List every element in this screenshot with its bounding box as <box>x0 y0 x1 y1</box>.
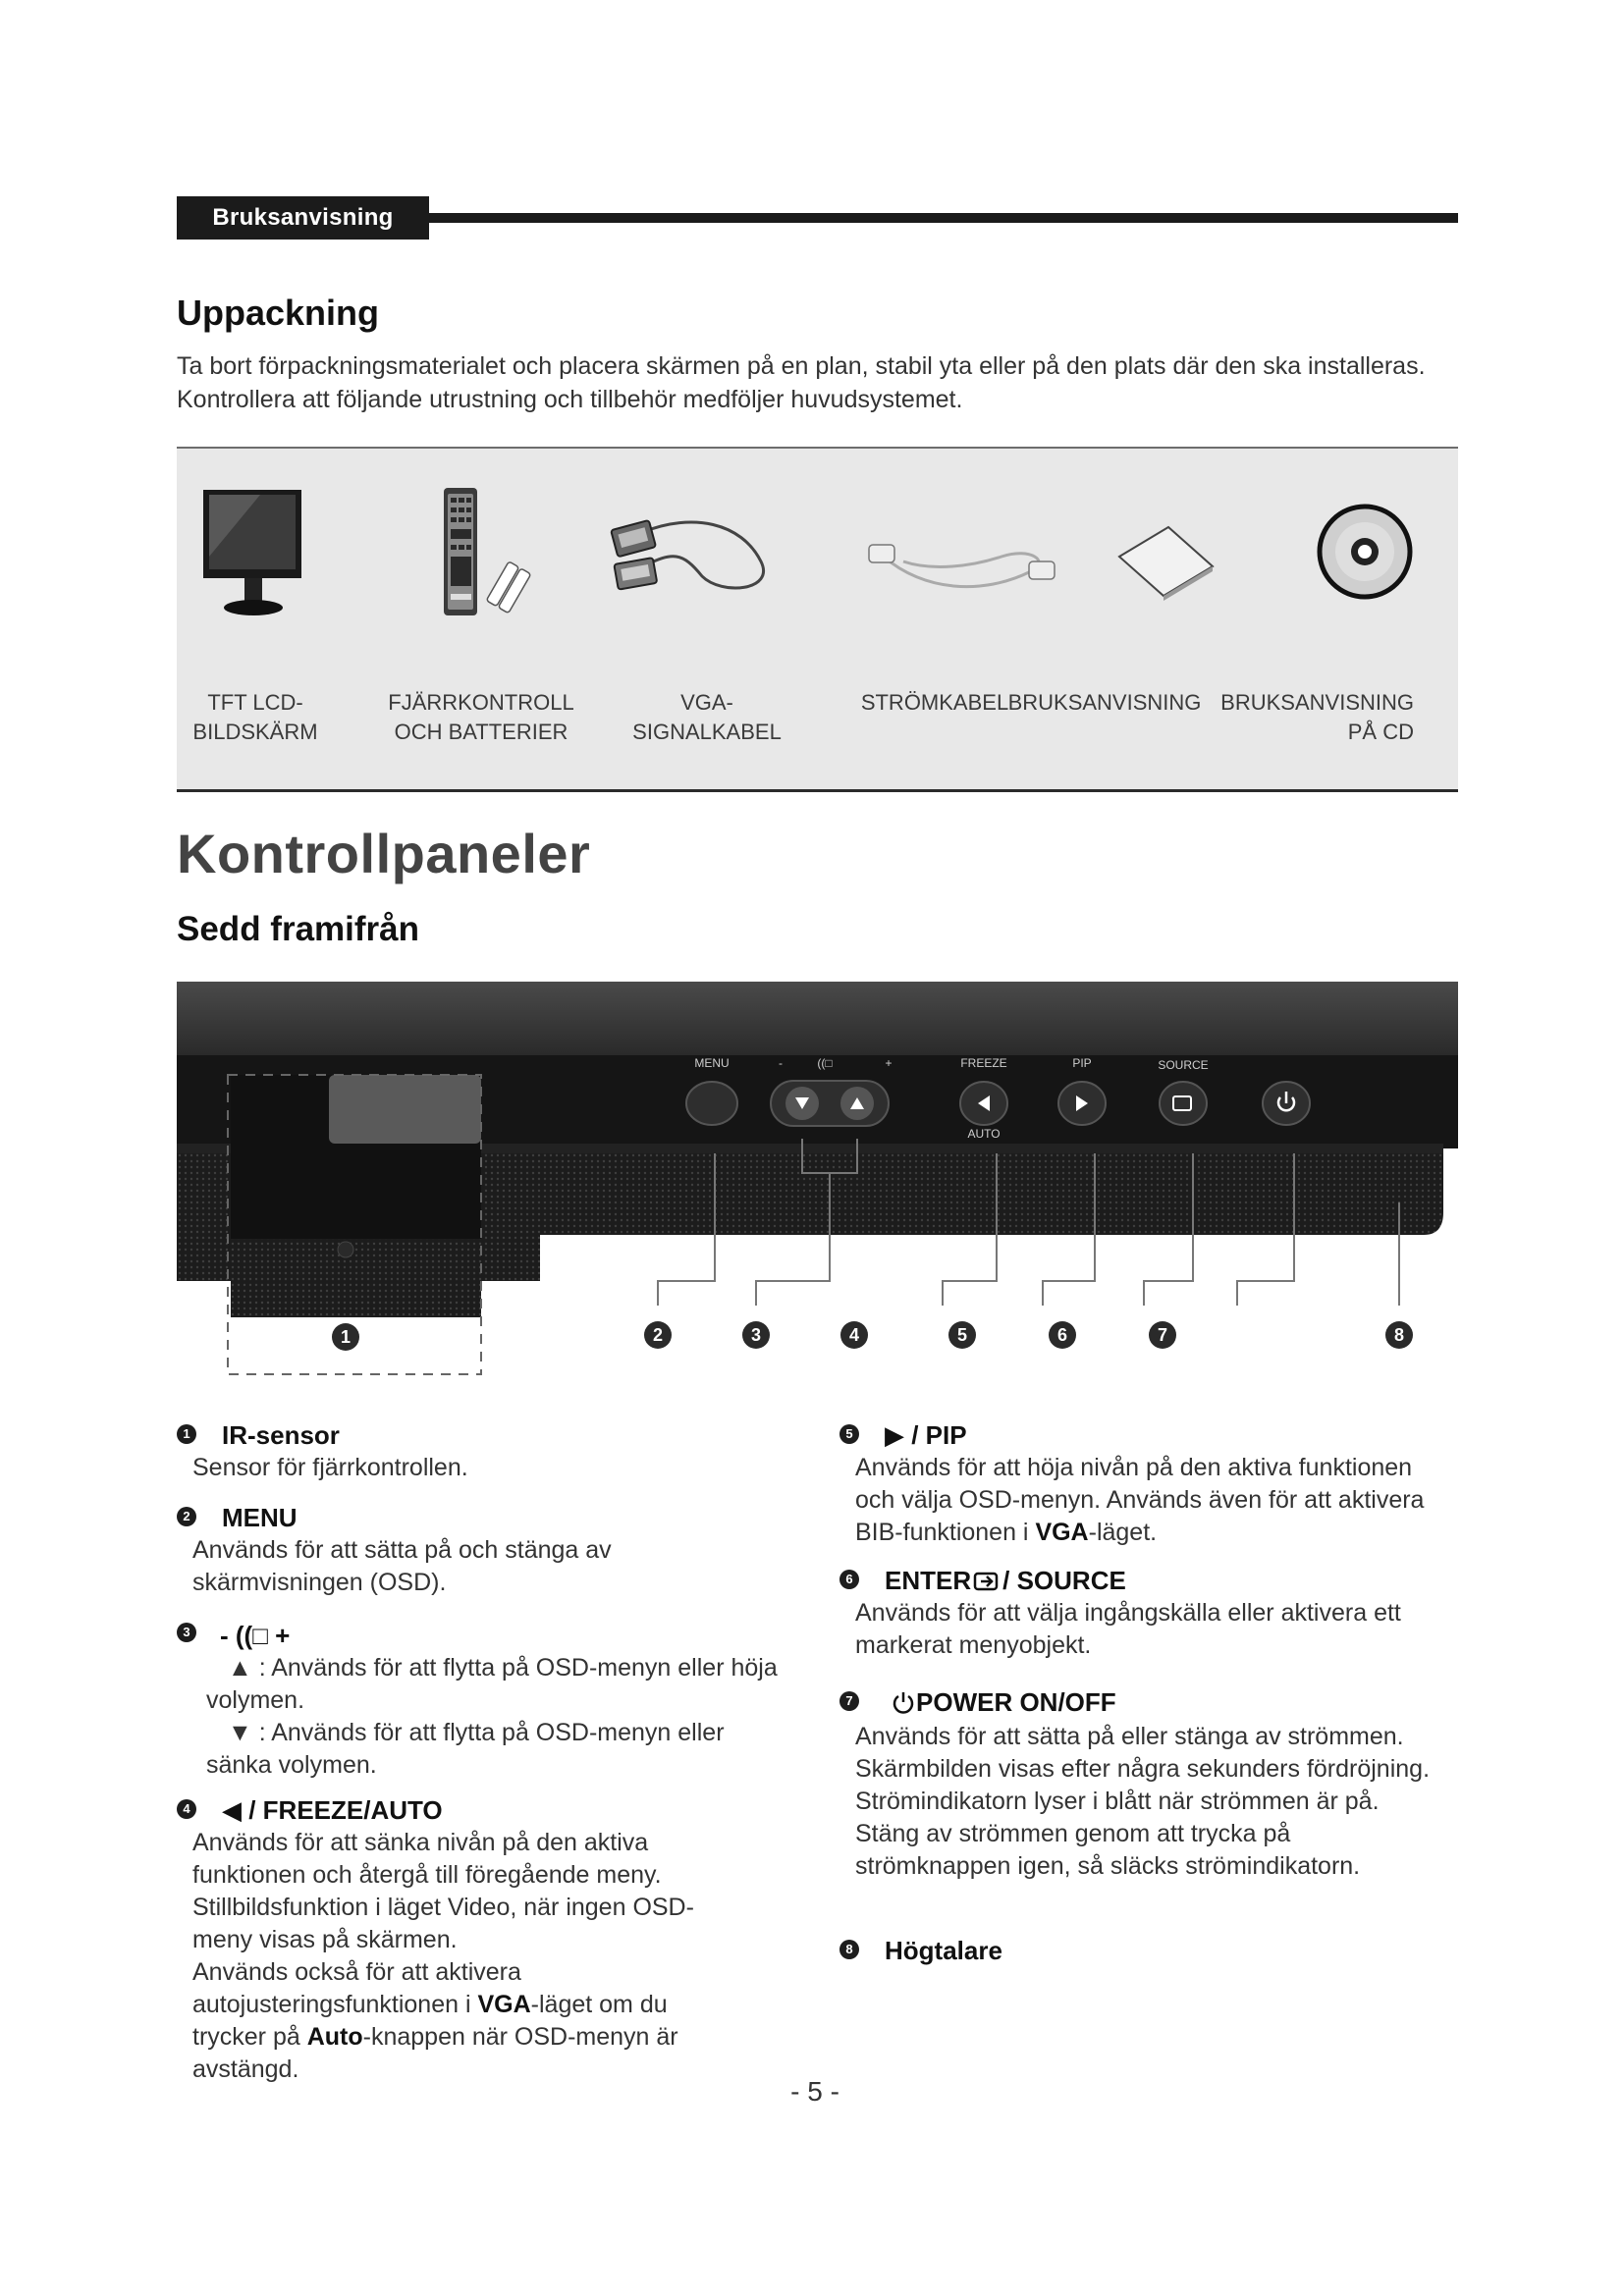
item-body: Används för att sätta på och stänga av skärmvisningen (OSD). <box>192 1536 612 1596</box>
section-tab: Bruksanvisning <box>177 196 429 240</box>
callout-1: 1 <box>332 1323 359 1351</box>
front-panel-figure <box>177 982 1458 1394</box>
remote-control-icon <box>434 486 542 628</box>
item-title: ENTER / SOURCE <box>885 1566 1126 1595</box>
page-number: - 5 - <box>790 2076 839 2107</box>
callout-2: 2 <box>644 1321 672 1349</box>
control-panels-title: Kontrollpaneler <box>177 823 591 884</box>
volume-up-text: ▲ : Används för att flytta på OSD-menyn eller höja volymen. <box>206 1654 778 1714</box>
manual-booklet-icon <box>1114 522 1222 606</box>
label-plus: + <box>885 1056 893 1070</box>
item-number: 1 <box>177 1424 196 1444</box>
item-title: Högtalare <box>885 1936 1002 1965</box>
item-title: - ((□ + <box>220 1621 291 1650</box>
freeze-body-3: Används också för att aktivera autojusteringsfunktionen i VGA-läget om du trycker på Auto-knappen när OSD-menyn är avstängd. <box>192 1958 678 2083</box>
vga-cable-icon <box>604 493 800 615</box>
accessory-label-power: STRÖMKABEL <box>860 690 1009 715</box>
accessory-label-cd: BRUKSANVISNING PÅ CD <box>1220 690 1414 744</box>
label-speaker: ((□ <box>817 1056 833 1070</box>
label-source: SOURCE <box>1158 1058 1209 1072</box>
accessory-label-manual: BRUKSANVISNING <box>1007 690 1202 715</box>
front-view-subtitle: Sedd framifrån <box>177 910 419 948</box>
item-number: 6 <box>839 1570 859 1589</box>
label-freeze: FREEZE <box>960 1056 1007 1070</box>
item-body <box>855 1721 1444 1883</box>
item-title: IR-sensor <box>222 1420 340 1450</box>
label-auto: AUTO <box>967 1127 1001 1141</box>
callout-8: 8 <box>1385 1321 1413 1349</box>
enter-icon <box>973 1571 1001 1592</box>
unpacking-title: Uppackning <box>177 293 380 333</box>
power-body-1: Används för att sätta på eller stänga av strömmen. Skärmbilden visas efter några sekunders fördröjning. <box>855 1723 1431 1783</box>
label-menu: MENU <box>694 1056 730 1070</box>
item-title: POWER ON/OFF <box>885 1687 1116 1718</box>
accessory-label-remote: FJÄRRKONTROLL OCH BATTERIER <box>388 690 574 744</box>
item-number: 8 <box>839 1940 859 1959</box>
freeze-body-2: Stillbildsfunktion i läget Video, när ingen OSD-meny visas på skärmen. <box>192 1894 694 1953</box>
power-cable-icon <box>864 517 1060 611</box>
label-minus: - <box>779 1056 783 1070</box>
item-number: 2 <box>177 1507 196 1526</box>
freeze-body-1: Används för att sänka nivån på den aktiva funktionen och återgå till föregående meny. <box>192 1829 662 1889</box>
item-number: 7 <box>839 1691 859 1711</box>
unpacking-intro: Ta bort förpackningsmaterialet och placera skärmen på en plan, stabil yta eller på den plats där den ska installeras. Kontrollera att följande utrustning och tillbehör medföljer huvudsystemet. <box>177 352 1426 413</box>
callout-4: 4 <box>840 1321 868 1349</box>
item-title: ▶ / PIP <box>885 1420 967 1450</box>
item-body: Sensor för fjärrkontrollen. <box>192 1454 468 1481</box>
accessories-panel <box>177 447 1458 792</box>
item-body: Används för att höja nivån på den aktiva funktionen och välja OSD-menyn. Används även för att aktivera BIB-funktionen i VGA-läget. <box>855 1454 1425 1546</box>
accessory-label-vga: VGA- SIGNALKABEL <box>632 690 782 744</box>
callout-7: 7 <box>1149 1321 1176 1349</box>
item-number: 4 <box>177 1799 196 1819</box>
power-icon <box>891 1689 916 1715</box>
monitor-icon <box>201 488 309 625</box>
item-title: ◀ / FREEZE/AUTO <box>222 1795 443 1825</box>
volume-down-text: ▼ : Används för att flytta på OSD-menyn eller sänka volymen. <box>206 1719 725 1779</box>
label-pip: PIP <box>1072 1056 1092 1070</box>
item-body: Används för att välja ingångskälla eller aktivera ett markerat menyobjekt. <box>855 1599 1401 1659</box>
accessory-label-monitor: TFT LCD- BILDSKÄRM <box>192 690 318 744</box>
item-number: 5 <box>839 1424 859 1444</box>
callout-6: 6 <box>1049 1321 1076 1349</box>
power-body-2: Strömindikatorn lyser i blått när strömmen är på. Stäng av strömmen genom att trycka på strömknappen igen, så släcks strömindikatorn. <box>855 1788 1380 1880</box>
item-body <box>192 1827 713 2086</box>
callout-5: 5 <box>948 1321 976 1349</box>
callout-3: 3 <box>742 1321 770 1349</box>
cd-disc-icon <box>1316 503 1414 606</box>
item-number: 3 <box>177 1623 196 1642</box>
item-title: MENU <box>222 1503 298 1532</box>
